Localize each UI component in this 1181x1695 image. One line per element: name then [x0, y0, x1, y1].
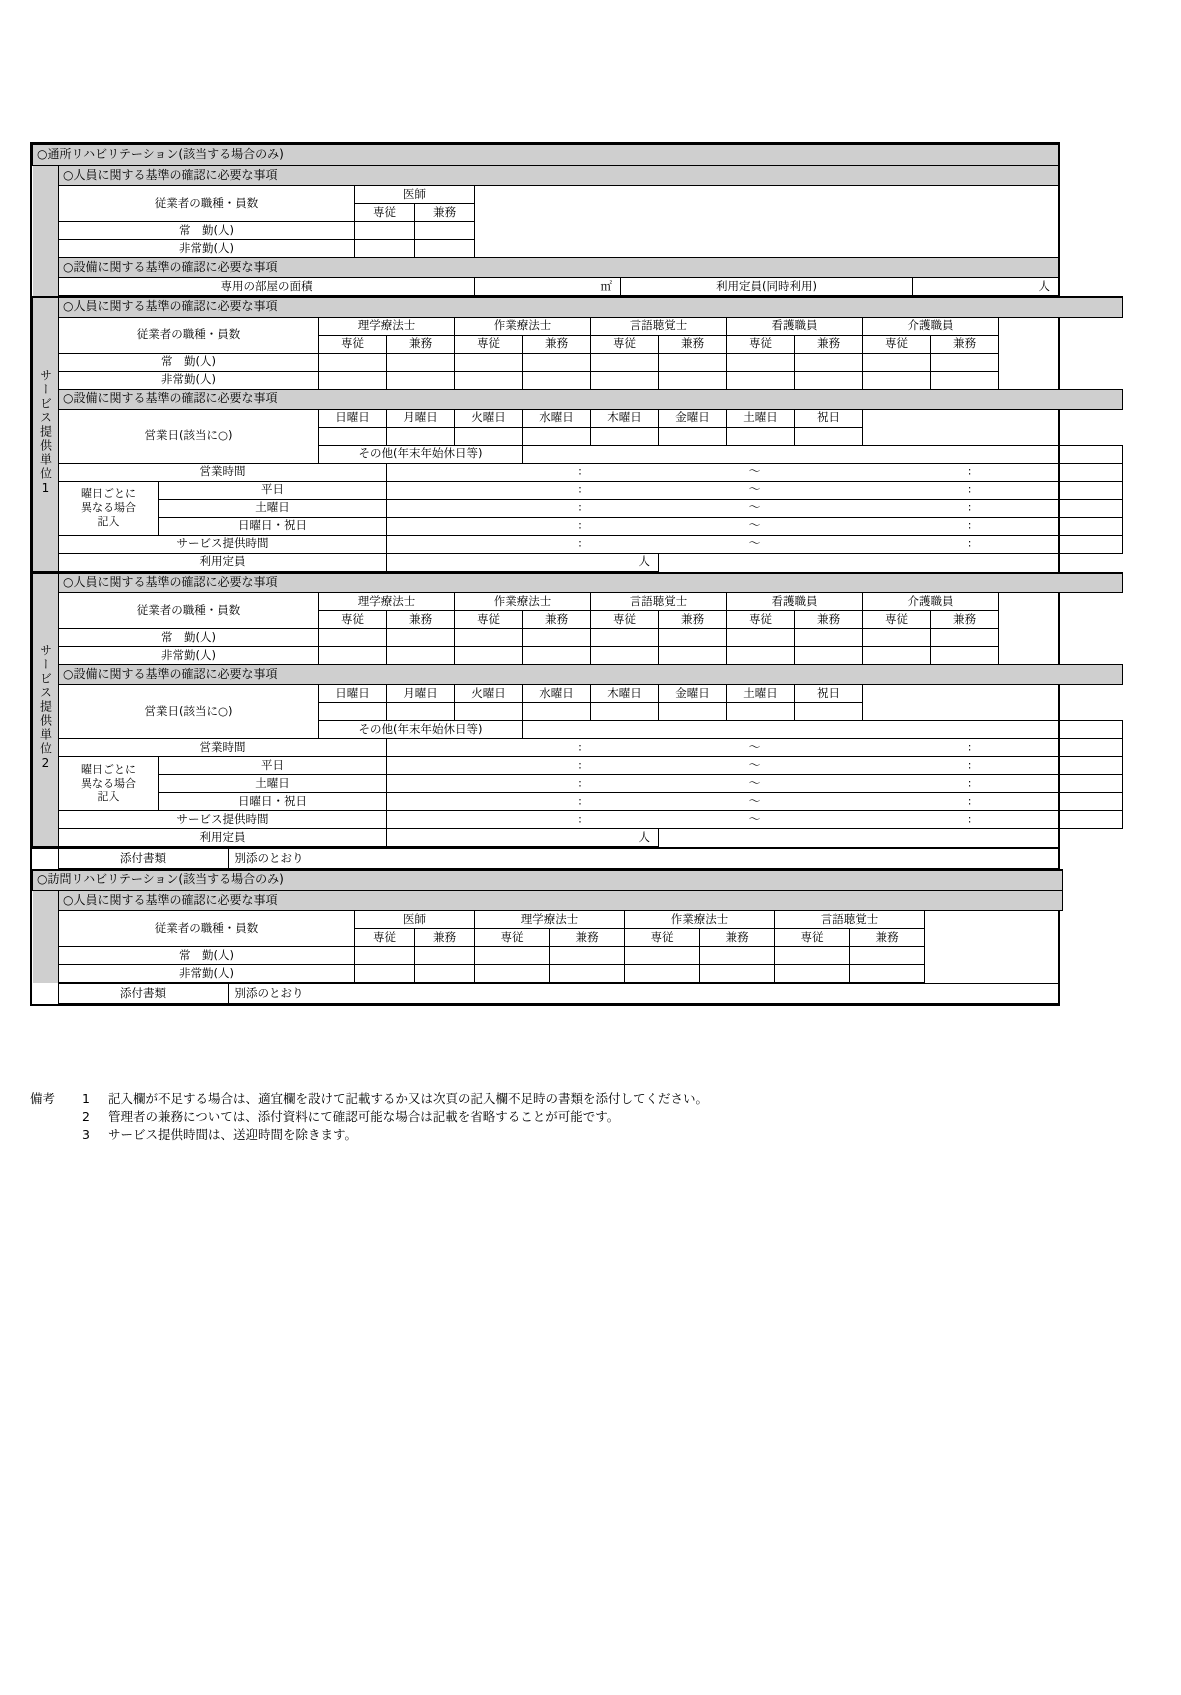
cell-day-mon[interactable] [387, 703, 455, 721]
daycare-section-title: ○通所リハビリテーション(該当する場合のみ) [33, 145, 1059, 166]
cell-staff[interactable] [523, 629, 591, 647]
spacer-left [33, 204, 59, 222]
cell-staff[interactable] [727, 353, 795, 371]
cell-staff[interactable] [863, 647, 931, 665]
cell-staff[interactable] [523, 353, 591, 371]
sub-dedicated: 専従 [455, 335, 523, 353]
cell-day-holiday[interactable] [795, 427, 863, 445]
cell-day-holiday[interactable] [795, 703, 863, 721]
cell-day-sat[interactable] [727, 427, 795, 445]
sub-dedicated: 専従 [355, 929, 415, 947]
cell-capacity[interactable]: 人 [387, 553, 659, 571]
cell-day-thu[interactable] [591, 703, 659, 721]
sub-concurrent: 兼務 [700, 929, 775, 947]
weekday-wed: 水曜日 [523, 685, 591, 703]
blank-area [475, 222, 1059, 240]
time-colon: : [578, 812, 582, 826]
service-hours-label: サービス提供時間 [59, 535, 387, 553]
staff-header: 従業者の職種・員数 [59, 593, 319, 629]
business-hours-label: 営業時間 [59, 739, 387, 757]
blank-area [659, 553, 1123, 571]
blank-area [475, 240, 1059, 258]
sub-concurrent: 兼務 [659, 335, 727, 353]
cell-day-tue[interactable] [455, 703, 523, 721]
staff-type-nurse: 看護職員 [727, 317, 863, 335]
varies-line-3: 記入 [97, 790, 120, 804]
banner-equipment-daycare: ○設備に関する基準の確認に必要な事項 [59, 258, 1059, 278]
row-label-fulltime: 常 勤(人) [59, 629, 319, 647]
banner-personnel-unit2: ○人員に関する基準の確認に必要な事項 [59, 573, 1123, 593]
varies-line-2: 異なる場合 [81, 501, 136, 515]
capacity-simultaneous-label: 利用定員(同時利用) [621, 278, 913, 296]
row-label-parttime: 非常勤(人) [59, 240, 355, 258]
time-colon: : [967, 794, 972, 808]
staff-header: 従業者の職種・員数 [59, 911, 355, 947]
note-text-1: 記入欄が不足する場合は、適宜欄を設けて記載するか又は次頁の記入欄不足時の書類を添付してください。 [108, 1091, 709, 1106]
sub-dedicated: 専従 [319, 611, 387, 629]
cell-staff[interactable] [475, 947, 550, 965]
time-colon: : [578, 536, 582, 550]
cell-staff[interactable] [795, 353, 863, 371]
sub-concurrent: 兼務 [931, 335, 999, 353]
weekday-thu: 木曜日 [591, 685, 659, 703]
time-colon: : [967, 812, 972, 826]
cell-staff[interactable] [387, 629, 455, 647]
note-number-3: 3 [82, 1127, 90, 1143]
cell-staff[interactable] [625, 947, 700, 965]
time-colon: : [967, 482, 972, 496]
cell-doctor-parttime-concurrent[interactable] [415, 240, 475, 258]
cell-staff[interactable] [727, 629, 795, 647]
time-colon: : [578, 794, 582, 808]
weekday-wed: 水曜日 [523, 409, 591, 427]
weekday-mon: 月曜日 [387, 409, 455, 427]
room-area-label: 専用の部屋の面積 [59, 278, 475, 296]
banner-equipment-unit1: ○設備に関する基準の確認に必要な事項 [59, 389, 1123, 409]
weekday-fri: 金曜日 [659, 685, 727, 703]
time-tilde: ～ [748, 518, 761, 533]
cell-staff[interactable] [591, 371, 659, 389]
staff-type-pt: 理学療法士 [475, 911, 625, 929]
time-colon: : [967, 536, 972, 550]
cell-staff[interactable] [850, 965, 925, 983]
notes-block [30, 1090, 1030, 1144]
other-holidays-label: その他(年末年始休日等) [319, 445, 523, 463]
spacer-left [33, 891, 59, 911]
time-colon: : [578, 500, 582, 514]
saturday-row-label: 土曜日 [159, 775, 387, 793]
capacity-label: 利用定員 [59, 829, 387, 847]
cell-staff[interactable] [659, 647, 727, 665]
cell-business-hours[interactable] [387, 739, 1123, 757]
cell-day-fri[interactable] [659, 703, 727, 721]
sub-concurrent: 兼務 [387, 335, 455, 353]
cell-saturday-hours[interactable] [387, 499, 1123, 517]
weekday-fri: 金曜日 [659, 409, 727, 427]
blank-area [863, 409, 1123, 445]
cell-staff[interactable] [931, 353, 999, 371]
cell-staff[interactable] [415, 947, 475, 965]
time-colon: : [967, 758, 972, 772]
time-tilde: ～ [748, 536, 761, 551]
cell-staff[interactable] [455, 371, 523, 389]
blank-area [925, 911, 1063, 983]
cell-staff[interactable] [931, 647, 999, 665]
cell-weekday-hours[interactable] [387, 481, 1123, 499]
cell-staff[interactable] [415, 965, 475, 983]
weekday-thu: 木曜日 [591, 409, 659, 427]
sub-dedicated: 専従 [319, 335, 387, 353]
cell-doctor-parttime-dedicated[interactable] [355, 240, 415, 258]
cell-staff[interactable] [775, 947, 850, 965]
sub-dedicated: 専従 [591, 335, 659, 353]
note-number-2: 2 [82, 1109, 90, 1125]
attachment-value[interactable]: 別添のとおり [228, 848, 1058, 868]
weekday-row-label: 平日 [159, 481, 387, 499]
room-area-unit: ㎡ [475, 278, 621, 296]
cell-staff[interactable] [591, 647, 659, 665]
sub-concurrent: 兼務 [523, 611, 591, 629]
service-unit-1 [32, 296, 1123, 572]
cell-staff[interactable] [387, 647, 455, 665]
time-tilde: ～ [748, 793, 761, 808]
visit-attachment-row [32, 983, 1059, 1004]
cell-day-wed[interactable] [523, 427, 591, 445]
note-text-2: 管理者の兼務については、添付資料にて確認可能な場合は記載を省略することが可能です。 [108, 1109, 620, 1125]
time-tilde: ～ [748, 757, 761, 772]
cell-staff[interactable] [319, 371, 387, 389]
staff-type-nurse: 看護職員 [727, 593, 863, 611]
cell-staff[interactable] [387, 353, 455, 371]
cell-day-thu[interactable] [591, 427, 659, 445]
sub-dedicated: 専従 [775, 929, 850, 947]
spacer-left [33, 222, 59, 240]
spacer-left [33, 186, 59, 204]
varies-by-day-label [59, 757, 159, 811]
blank-area [475, 186, 1059, 222]
weekday-sat: 土曜日 [727, 685, 795, 703]
cell-staff[interactable] [863, 371, 931, 389]
sub-dedicated: 専従 [591, 611, 659, 629]
cell-staff[interactable] [850, 947, 925, 965]
staff-type-st: 言語聴覚士 [591, 317, 727, 335]
time-tilde: ～ [748, 811, 761, 826]
banner-personnel-visit: ○人員に関する基準の確認に必要な事項 [59, 891, 1063, 911]
cell-staff[interactable] [863, 629, 931, 647]
staff-type-caregiver: 介護職員 [863, 317, 999, 335]
cell-staff[interactable] [775, 965, 850, 983]
cell-staff[interactable] [591, 353, 659, 371]
sunday-holiday-row-label: 日曜日・祝日 [159, 517, 387, 535]
row-label-fulltime: 常 勤(人) [59, 222, 355, 240]
rehabilitation-form [30, 142, 1060, 1006]
cell-day-mon[interactable] [387, 427, 455, 445]
blank-area [999, 317, 1123, 389]
cell-staff[interactable] [625, 965, 700, 983]
sub-dedicated: 専従 [625, 929, 700, 947]
attachment-value[interactable]: 別添のとおり [228, 984, 1058, 1004]
notes-row-2 [30, 1108, 1030, 1126]
sub-concurrent: 兼務 [659, 611, 727, 629]
cell-staff[interactable] [795, 371, 863, 389]
cell-staff[interactable] [659, 629, 727, 647]
cell-staff[interactable] [355, 947, 415, 965]
cell-staff[interactable] [931, 629, 999, 647]
cell-weekday-hours[interactable] [387, 757, 1123, 775]
cell-staff[interactable] [550, 947, 625, 965]
staff-type-ot: 作業療法士 [455, 593, 591, 611]
blank-area [863, 685, 1123, 721]
cell-day-sun[interactable] [319, 427, 387, 445]
cell-staff[interactable] [355, 965, 415, 983]
sub-dedicated: 専従 [355, 204, 415, 222]
cell-staff[interactable] [727, 647, 795, 665]
staff-type-pt: 理学療法士 [319, 317, 455, 335]
sub-dedicated: 専従 [863, 611, 931, 629]
varies-line-3: 記入 [97, 514, 120, 528]
row-label-fulltime: 常 勤(人) [59, 353, 319, 371]
spacer-left [33, 965, 59, 983]
varies-line-1: 曜日ごとに [81, 762, 136, 776]
cell-doctor-fulltime-concurrent[interactable] [415, 222, 475, 240]
service-hours-label: サービス提供時間 [59, 811, 387, 829]
time-colon: : [967, 464, 972, 478]
row-label-parttime: 非常勤(人) [59, 965, 355, 983]
sub-dedicated: 専従 [727, 611, 795, 629]
cell-staff[interactable] [455, 647, 523, 665]
cell-saturday-hours[interactable] [387, 775, 1123, 793]
staff-header: 従業者の職種・員数 [59, 186, 355, 222]
business-day-label: 営業日(該当に○) [59, 685, 319, 739]
time-tilde: ～ [748, 464, 761, 479]
cell-staff[interactable] [319, 647, 387, 665]
daycare-section [32, 144, 1059, 296]
weekday-holiday: 祝日 [795, 685, 863, 703]
sub-dedicated: 専従 [863, 335, 931, 353]
sub-concurrent: 兼務 [523, 335, 591, 353]
spacer-left [32, 848, 58, 868]
time-tilde: ～ [748, 775, 761, 790]
cell-staff[interactable] [523, 647, 591, 665]
weekday-sun: 日曜日 [319, 685, 387, 703]
time-colon: : [578, 776, 582, 790]
weekday-holiday: 祝日 [795, 409, 863, 427]
cell-staff[interactable] [863, 353, 931, 371]
business-day-label: 営業日(該当に○) [59, 409, 319, 463]
sub-concurrent: 兼務 [931, 611, 999, 629]
visit-section-title: ○訪問リハビリテーション(該当する場合のみ) [33, 870, 1063, 891]
sub-dedicated: 専従 [727, 335, 795, 353]
time-tilde: ～ [748, 739, 761, 754]
attachment-label: 添付書類 [58, 984, 228, 1004]
attachment-label: 添付書類 [58, 848, 228, 868]
note-text-3: サービス提供時間は、送迎時間を除きます。 [108, 1127, 358, 1143]
cell-day-tue[interactable] [455, 427, 523, 445]
weekday-sat: 土曜日 [727, 409, 795, 427]
service-unit-2 [32, 572, 1123, 848]
spacer-left [33, 911, 59, 929]
cell-staff[interactable] [700, 965, 775, 983]
notes-spacer [30, 1108, 82, 1126]
service-unit-2-label: サービス提供単位2 [33, 573, 59, 847]
notes-label: 備考 [30, 1091, 56, 1106]
time-colon: : [578, 518, 582, 532]
capacity-simultaneous-unit: 人 [913, 278, 1059, 296]
cell-day-wed[interactable] [523, 703, 591, 721]
notes-spacer [30, 1126, 82, 1144]
sunday-holiday-row-label: 日曜日・祝日 [159, 793, 387, 811]
time-colon: : [967, 740, 972, 754]
sub-concurrent: 兼務 [415, 204, 475, 222]
cell-staff[interactable] [727, 371, 795, 389]
cell-other-holidays[interactable] [523, 721, 1123, 739]
time-colon: : [967, 776, 972, 790]
varies-line-2: 異なる場合 [81, 776, 136, 790]
cell-staff[interactable] [387, 371, 455, 389]
time-tilde: ～ [748, 482, 761, 497]
cell-staff[interactable] [523, 371, 591, 389]
banner-personnel-daycare: ○人員に関する基準の確認に必要な事項 [59, 166, 1059, 186]
visit-section [32, 869, 1063, 984]
spacer-left [33, 258, 59, 278]
note-number-1: 1 [82, 1091, 90, 1106]
spacer-left [33, 240, 59, 258]
weekday-mon: 月曜日 [387, 685, 455, 703]
staff-type-doctor: 医師 [355, 186, 475, 204]
cell-staff[interactable] [659, 371, 727, 389]
cell-day-fri[interactable] [659, 427, 727, 445]
cell-service-hours[interactable] [387, 811, 1123, 829]
cell-staff[interactable] [931, 371, 999, 389]
varies-line-1: 曜日ごとに [81, 487, 136, 501]
time-colon: : [578, 464, 582, 478]
business-hours-label: 営業時間 [59, 463, 387, 481]
time-colon: : [578, 758, 582, 772]
blank-area [659, 829, 1123, 847]
cell-service-hours[interactable] [387, 535, 1123, 553]
cell-staff[interactable] [795, 647, 863, 665]
sub-concurrent: 兼務 [795, 611, 863, 629]
cell-staff[interactable] [591, 629, 659, 647]
sub-concurrent: 兼務 [415, 929, 475, 947]
sub-concurrent: 兼務 [387, 611, 455, 629]
other-holidays-label: その他(年末年始休日等) [319, 721, 523, 739]
banner-personnel-unit1: ○人員に関する基準の確認に必要な事項 [59, 297, 1123, 317]
time-colon: : [578, 740, 582, 754]
spacer-left [33, 166, 59, 186]
cell-doctor-fulltime-dedicated[interactable] [355, 222, 415, 240]
cell-staff[interactable] [455, 353, 523, 371]
cell-sunday-holiday-hours[interactable] [387, 517, 1123, 535]
cell-day-sat[interactable] [727, 703, 795, 721]
time-tilde: ～ [748, 500, 761, 515]
cell-capacity[interactable]: 人 [387, 829, 659, 847]
cell-staff[interactable] [455, 629, 523, 647]
capacity-label: 利用定員 [59, 553, 387, 571]
row-label-parttime: 非常勤(人) [59, 647, 319, 665]
cell-staff[interactable] [550, 965, 625, 983]
cell-staff[interactable] [475, 965, 550, 983]
notes-row-1 [30, 1090, 1030, 1108]
saturday-row-label: 土曜日 [159, 499, 387, 517]
cell-business-hours[interactable] [387, 463, 1123, 481]
sub-dedicated: 専従 [455, 611, 523, 629]
cell-staff[interactable] [319, 353, 387, 371]
cell-staff[interactable] [795, 629, 863, 647]
spacer-left [33, 278, 59, 296]
time-colon: : [967, 500, 972, 514]
cell-staff[interactable] [319, 629, 387, 647]
staff-header: 従業者の職種・員数 [59, 317, 319, 353]
row-label-parttime: 非常勤(人) [59, 371, 319, 389]
weekday-tue: 火曜日 [455, 409, 523, 427]
sub-dedicated: 専従 [475, 929, 550, 947]
sub-concurrent: 兼務 [850, 929, 925, 947]
row-label-fulltime: 常 勤(人) [59, 947, 355, 965]
spacer-left [33, 929, 59, 947]
sub-concurrent: 兼務 [550, 929, 625, 947]
staff-type-pt: 理学療法士 [319, 593, 455, 611]
weekday-row-label: 平日 [159, 757, 387, 775]
service-unit-1-label: サービス提供単位1 [33, 297, 59, 571]
time-colon: : [578, 482, 582, 496]
spacer-left [33, 947, 59, 965]
cell-staff[interactable] [659, 353, 727, 371]
staff-type-st: 言語聴覚士 [775, 911, 925, 929]
varies-by-day-label [59, 481, 159, 535]
cell-sunday-holiday-hours[interactable] [387, 793, 1123, 811]
banner-equipment-unit2: ○設備に関する基準の確認に必要な事項 [59, 665, 1123, 685]
weekday-tue: 火曜日 [455, 685, 523, 703]
staff-type-ot: 作業療法士 [625, 911, 775, 929]
cell-other-holidays[interactable] [523, 445, 1123, 463]
time-colon: : [967, 518, 972, 532]
staff-type-caregiver: 介護職員 [863, 593, 999, 611]
staff-type-st: 言語聴覚士 [591, 593, 727, 611]
daycare-attachment-row [32, 847, 1059, 869]
notes-row-3 [30, 1126, 1030, 1144]
cell-day-sun[interactable] [319, 703, 387, 721]
staff-type-ot: 作業療法士 [455, 317, 591, 335]
cell-staff[interactable] [700, 947, 775, 965]
spacer-left [32, 984, 58, 1004]
weekday-sun: 日曜日 [319, 409, 387, 427]
sub-concurrent: 兼務 [795, 335, 863, 353]
staff-type-doctor: 医師 [355, 911, 475, 929]
blank-area [999, 593, 1123, 665]
